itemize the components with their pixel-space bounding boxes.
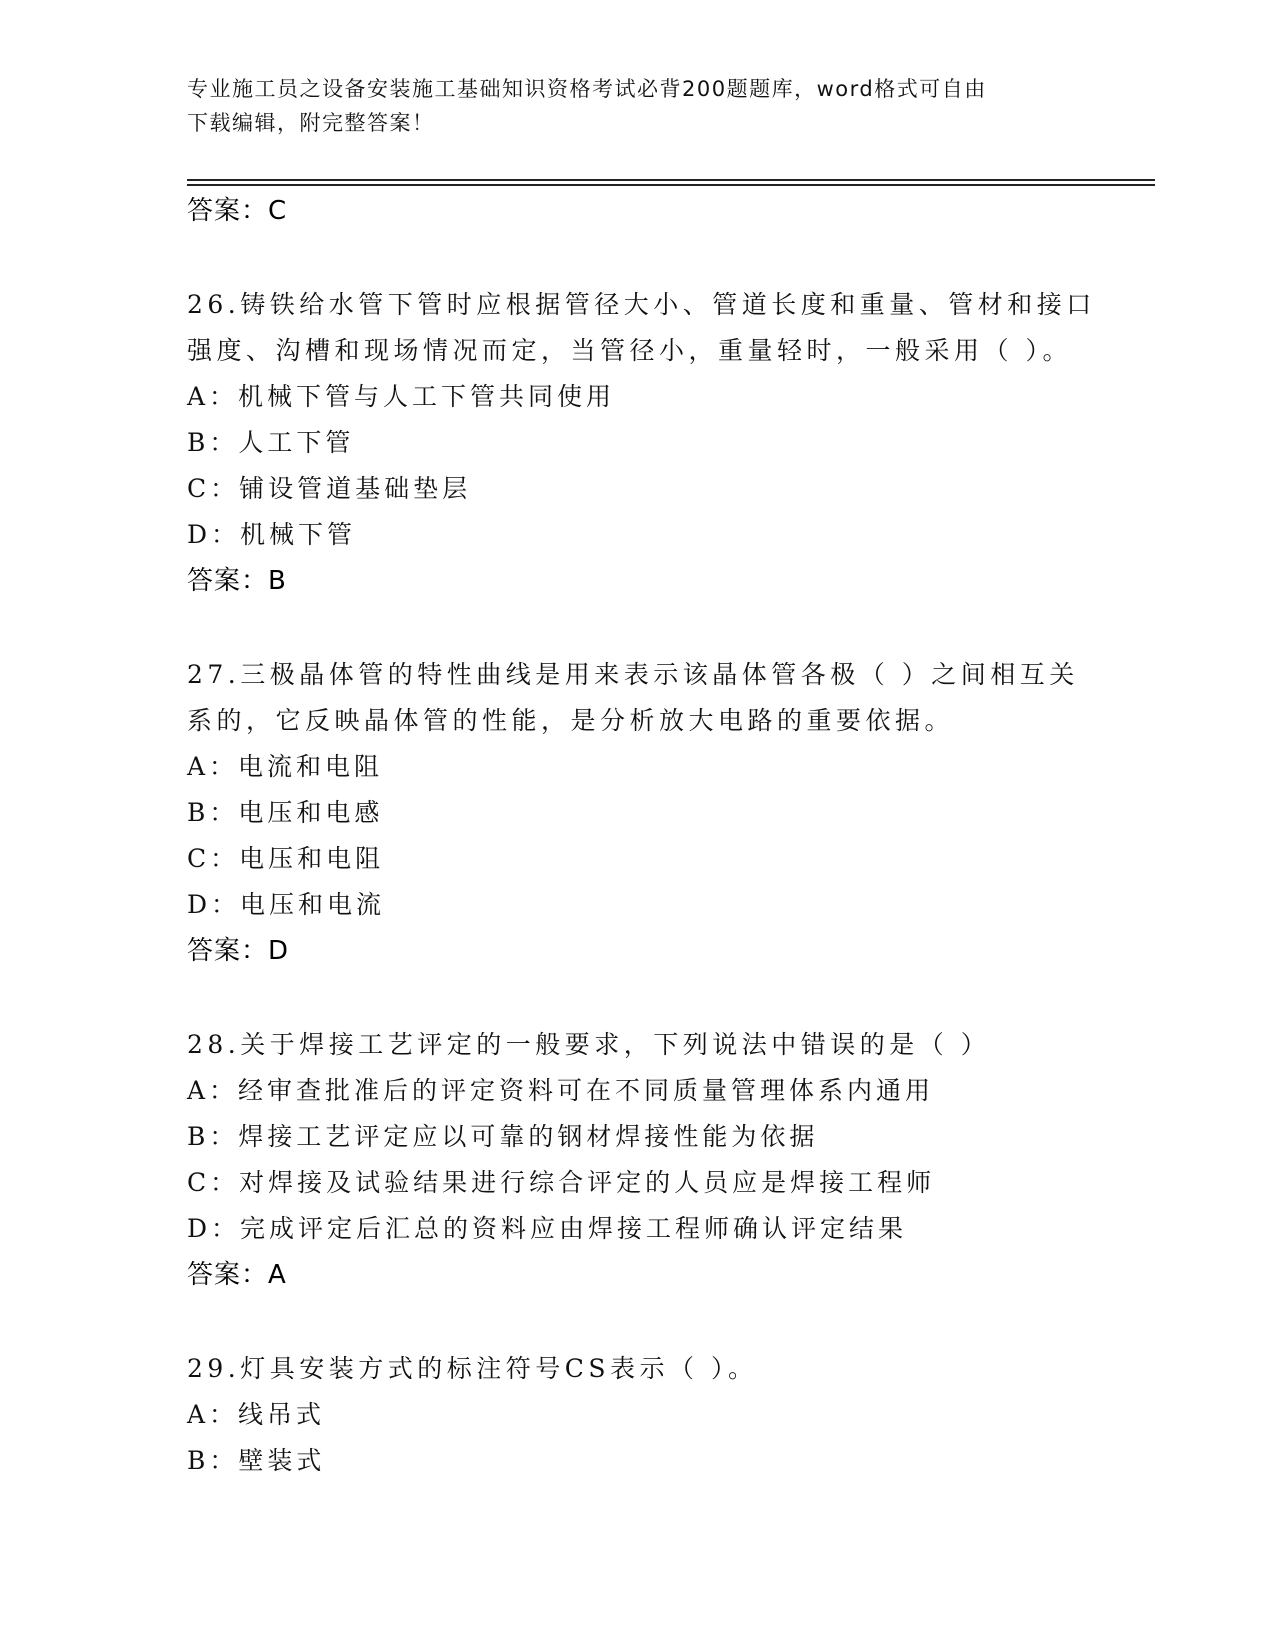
question-stem-line: 26.铸铁给水管下管时应根据管径大小、管道长度和重量、管材和接口 bbox=[187, 290, 1096, 319]
option-b: B：壁装式 bbox=[187, 1446, 326, 1475]
header-line-2: 下载编辑，附完整答案！ bbox=[187, 111, 435, 135]
option-b: B：焊接工艺评定应以可靠的钢材焊接性能为依据 bbox=[187, 1122, 819, 1151]
option-a: A：经审查批准后的评定资料可在不同质量管理体系内通用 bbox=[187, 1076, 935, 1105]
option-c: C：对焊接及试验结果进行综合评定的人员应是焊接工程师 bbox=[187, 1168, 936, 1197]
document-header bbox=[187, 72, 1087, 140]
question-stem-line: 29.灯具安装方式的标注符号CS表示（ ）。 bbox=[187, 1354, 758, 1383]
spacer bbox=[187, 1298, 1087, 1346]
option-c: C：铺设管道基础垫层 bbox=[187, 474, 472, 503]
option-a: A：电流和电阻 bbox=[187, 752, 384, 781]
spacer bbox=[187, 604, 1087, 652]
answer-line: 答案：D bbox=[187, 936, 290, 966]
answer-line: 答案：A bbox=[187, 1260, 287, 1290]
question-stem-line: 强度、沟槽和现场情况而定，当管径小，重量轻时，一般采用（ ）。 bbox=[187, 336, 1072, 365]
question-block bbox=[187, 1022, 1087, 1298]
question-stem-line: 28.关于焊接工艺评定的一般要求，下列说法中错误的是（ ） bbox=[187, 1030, 991, 1059]
option-d: D：电压和电流 bbox=[187, 890, 386, 919]
question-list bbox=[187, 188, 1096, 1484]
option-a: A：机械下管与人工下管共同使用 bbox=[187, 382, 616, 411]
question-stem-line: 27.三极晶体管的特性曲线是用来表示该晶体管各极（ ）之间相互关 bbox=[187, 660, 1079, 689]
header-divider-top bbox=[187, 179, 1155, 181]
question-stem-line: 系的，它反映晶体管的性能，是分析放大电路的重要依据。 bbox=[187, 706, 955, 735]
answer-line: 答案：C bbox=[187, 196, 288, 226]
spacer bbox=[187, 974, 1087, 1022]
option-b: B：人工下管 bbox=[187, 428, 355, 457]
option-d: D：完成评定后汇总的资料应由焊接工程师确认评定结果 bbox=[187, 1214, 908, 1243]
header-line-1: 专业施工员之设备安装施工基础知识资格考试必背200题题库，word格式可自由 bbox=[187, 77, 987, 101]
answer-line: 答案：B bbox=[187, 566, 287, 596]
option-c: C：电压和电阻 bbox=[187, 844, 385, 873]
option-d: D：机械下管 bbox=[187, 520, 357, 549]
question-stem bbox=[187, 1022, 1087, 1068]
option-b: B：电压和电感 bbox=[187, 798, 384, 827]
question-stem bbox=[187, 282, 1096, 374]
question-stem bbox=[187, 1346, 1087, 1392]
question-block bbox=[187, 282, 1096, 604]
option-a: A：线吊式 bbox=[187, 1400, 326, 1429]
header-divider-bottom bbox=[187, 184, 1155, 186]
question-block bbox=[187, 1346, 1087, 1484]
question-stem bbox=[187, 652, 1087, 744]
spacer bbox=[187, 234, 1087, 282]
question-block bbox=[187, 652, 1087, 974]
